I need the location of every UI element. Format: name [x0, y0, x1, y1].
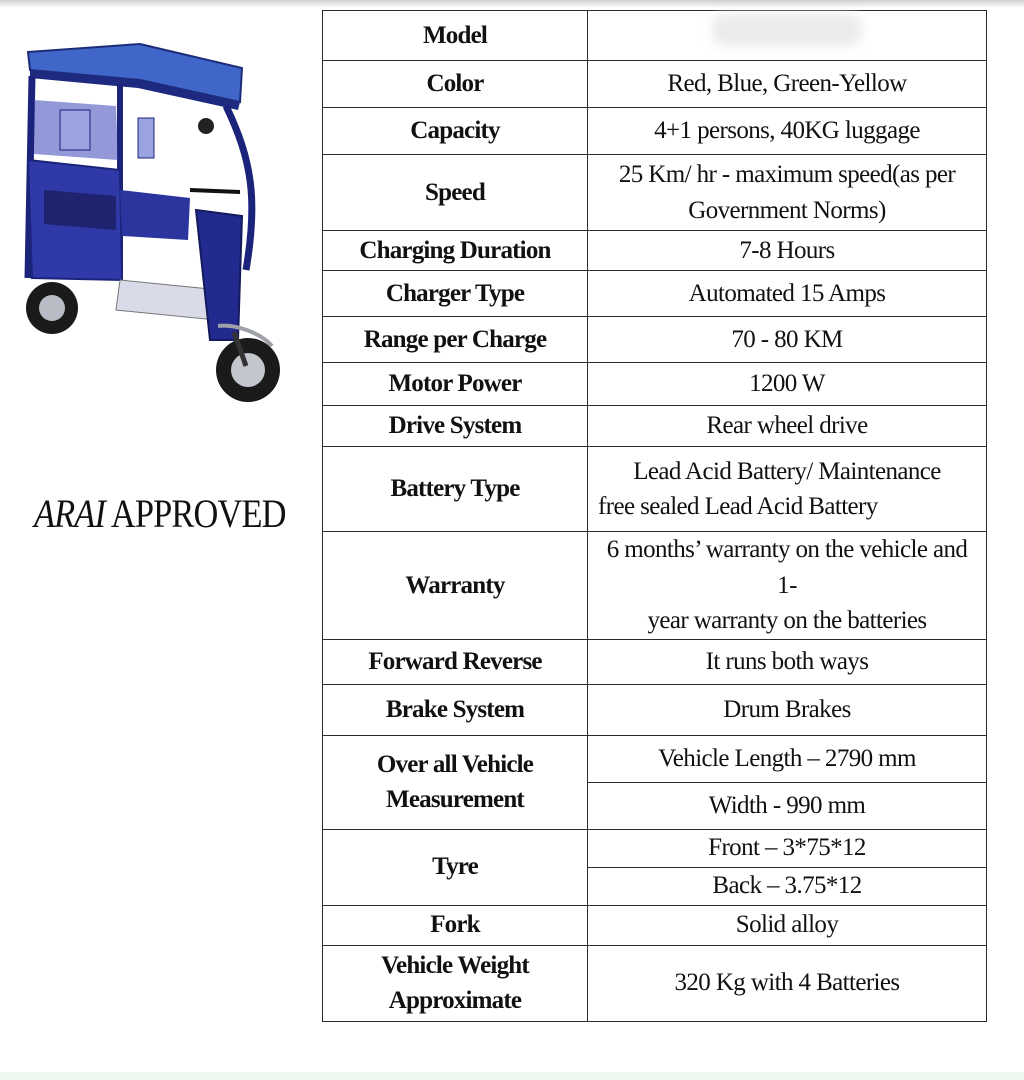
- row-value: Drum Brakes: [588, 684, 987, 735]
- table-row: [323, 11, 987, 61]
- row-value: Front – 3*75*12: [588, 829, 987, 867]
- row-label: Speed: [323, 155, 588, 231]
- row-value: Automated 15 Amps: [588, 271, 987, 317]
- row-value: 4+1 persons, 40KG luggage: [588, 108, 987, 155]
- row-label: Warranty: [323, 532, 588, 640]
- label-line: Vehicle Weight: [381, 951, 529, 979]
- row-label: Brake System: [323, 684, 588, 735]
- table-row: [323, 945, 987, 1021]
- value-line: Government Norms): [688, 196, 886, 224]
- row-label: Range per Charge: [323, 317, 588, 363]
- value-line: year warranty on the batteries: [647, 607, 927, 634]
- row-value: It runs both ways: [588, 639, 987, 684]
- row-label: [323, 735, 588, 829]
- row-value: Red, Blue, Green-Yellow: [588, 61, 987, 108]
- row-label: [323, 945, 588, 1021]
- label-line: Approximate: [388, 987, 522, 1014]
- value-line: free sealed Lead Acid Battery: [598, 493, 878, 520]
- table-row: [323, 905, 987, 945]
- value-line: 6 months’ warranty on the vehicle and 1-: [606, 536, 968, 599]
- table-row: [323, 61, 987, 108]
- row-label: Model: [323, 11, 588, 61]
- table-row: [323, 735, 987, 782]
- table-row: [323, 155, 987, 231]
- row-label: Forward Reverse: [323, 639, 588, 684]
- row-value: 1200 W: [588, 363, 987, 406]
- row-label: Drive System: [323, 406, 588, 447]
- row-label: Color: [323, 61, 588, 108]
- row-value: [588, 155, 987, 231]
- table-row: [323, 231, 987, 271]
- table-row: [323, 108, 987, 155]
- label-line: Over all Vehicle: [376, 750, 534, 778]
- bottom-edge: [0, 1072, 1024, 1080]
- row-label: Capacity: [323, 108, 588, 155]
- table-row: [323, 406, 987, 447]
- table-row: [323, 447, 987, 532]
- row-value: [588, 447, 987, 532]
- arai-text: ARAI: [34, 491, 106, 536]
- row-value: Width - 990 mm: [588, 782, 987, 829]
- row-value: Rear wheel drive: [588, 406, 987, 447]
- table-row: [323, 829, 987, 867]
- table-row: [323, 363, 987, 406]
- table-row: [323, 639, 987, 684]
- e-rickshaw-image: [20, 40, 290, 425]
- row-label: Fork: [323, 905, 588, 945]
- row-label: Battery Type: [323, 447, 588, 532]
- row-value: 7-8 Hours: [588, 231, 987, 271]
- spec-table: [322, 10, 987, 1022]
- label-line: Measurement: [386, 786, 524, 813]
- table-row: [323, 317, 987, 363]
- value-line: 25 Km/ hr - maximum speed(as per: [618, 161, 956, 188]
- approved-text: APPROVED: [105, 491, 286, 536]
- row-label: Charger Type: [323, 271, 588, 317]
- row-value: 320 Kg with 4 Batteries: [588, 945, 987, 1021]
- table-row: [323, 684, 987, 735]
- redaction-blur: [712, 14, 862, 46]
- arai-approved-badge: [34, 490, 286, 537]
- model-value-redacted: [588, 11, 987, 61]
- row-value: Vehicle Length – 2790 mm: [588, 735, 987, 782]
- row-value: 70 - 80 KM: [588, 317, 987, 363]
- row-value: Back – 3.75*12: [588, 867, 987, 905]
- top-edge-shadow: [0, 0, 1024, 8]
- row-label: Motor Power: [323, 363, 588, 406]
- value-line: Lead Acid Battery/ Maintenance: [633, 457, 941, 485]
- row-label: Charging Duration: [323, 231, 588, 271]
- row-label: Tyre: [323, 829, 588, 905]
- table-row: [323, 271, 987, 317]
- row-value: Solid alloy: [588, 905, 987, 945]
- row-value: [588, 532, 987, 640]
- table-row: [323, 532, 987, 640]
